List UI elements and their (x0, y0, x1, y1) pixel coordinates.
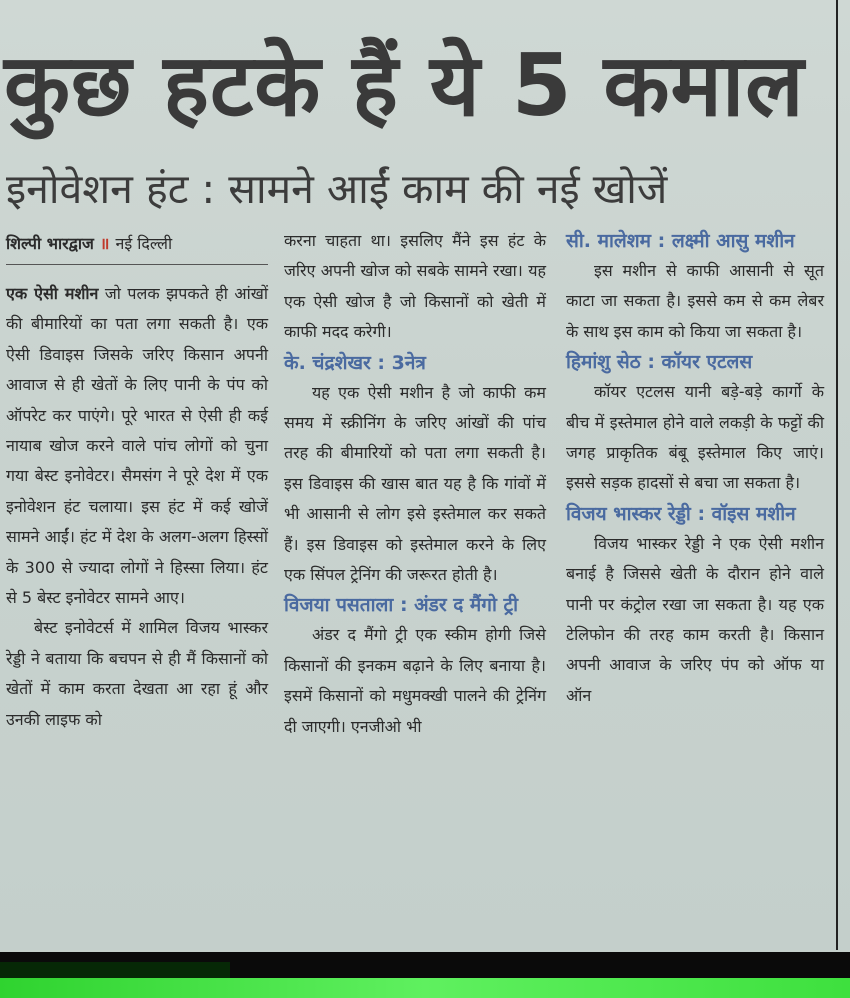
paragraph: करना चाहता था। इसलिए मैंने इस हंट के जरिए अपनी खोज को सबके सामने रखा। यह एक ऐसी खोज है जो किसानों को खेती में काफी मदद करेगी। (284, 231, 546, 342)
section-heading: विजय भास्कर रेड्डी : वॉइस मशीन (566, 502, 796, 525)
byline-city: नई दिल्ली (115, 234, 173, 253)
paragraph: इस मशीन से काफी आसानी से सूत काटा जा सकता है। इससे कम से कम लेबर के साथ इस काम को किया जा सकता है। (566, 261, 824, 341)
section-heading: हिमांशु सेठ : कॉयर एटलस (566, 351, 753, 374)
section-heading: सी. मालेशम : लक्ष्मी आसु मशीन (566, 230, 795, 252)
paragraph: कॉयर एटलस यानी बड़े-बड़े कार्गो के बीच में इस्तेमाल होने वाले लकड़ी के फट्टों की जगह प्राकृतिक बंबू इस्तेमाल किए जाएं। इससे सड़क हादसों से बचा जा सकता है। (566, 382, 824, 493)
paragraph: बेस्ट इनोवेटर्स में शामिल विजय भास्कर रेड्डी ने बताया कि बचपन से ही मैं किसानों को खेतों में काम करता देखता आ रहा हूं और उनकी लाइफ को (6, 618, 268, 729)
article-column-2 (284, 226, 546, 742)
paragraph: अंडर द मैंगो ट्री एक स्कीम होगी जिसे किसानों की इनकम बढ़ाने के लिए बनाया है। इसमें किसानों को मधुमक्खी पालने की ट्रेनिंग दी जाएगी। एनजीओ भी (284, 625, 546, 736)
section-heading: विजया पसताला : अंडर द मैंगो ट्री (284, 594, 519, 617)
lead-paragraph (6, 279, 268, 613)
byline-author: शिल्पी भारद्वाज (6, 234, 94, 253)
byline-separator: ॥ (99, 234, 110, 253)
bottom-green-band (0, 978, 850, 998)
article-column-3 (566, 226, 824, 711)
byline-divider (6, 264, 268, 265)
lead-bold-text: एक ऐसी मशीन (6, 284, 99, 303)
paragraph: यह एक ऐसी मशीन है जो काफी कम समय में स्क्रीनिंग के जरिए आंखों की पांच तरह की बीमारियों को पता लगा सकती है। इस डिवाइस की खास बात यह है कि गांवों में भी आसानी से लोग इसे इस्तेमाल कर सकते हैं। इस डिवाइस को इस्तेमाल करने के लिए एक सिंपल ट्रेनिंग की जरूरत होती है। (284, 382, 546, 585)
headline: कुछ हटके हैं ये 5 कमाल (4, 36, 805, 136)
byline (6, 230, 268, 258)
article-column-1 (6, 226, 268, 735)
section-heading: के. चंद्रशेखर : 3नेत्र (284, 351, 426, 374)
column-rule (836, 0, 838, 950)
bottom-dark-strip (0, 962, 230, 978)
paragraph: विजय भास्कर रेड्डी ने एक ऐसी मशीन बनाई है जिससे खेती के दौरान होने वाले पानी पर कंट्रोल रखा जा सकता है। यह एक टेलिफोन की तरह काम करती है। किसान अपनी आवाज के जरिए पंप को ऑफ या ऑन (566, 533, 824, 705)
lead-text: जो पलक झपकते ही आंखों की बीमारियों का पता लगा सकती है। एक ऐसी डिवाइस जिसके जरिए किसान अपनी आवाज से ही खेतों के लिए पानी के पंप को ऑपरेट कर पाएंगे। पूरे भारत से ऐसी ही कई नायाब खोज करने वाले पांच लोगों को चुना गया बेस्ट इनोवेटर। सैमसंग ने पूरे देश में एक इनोवेशन हंट चलाया। इस हंट में कई खोजें सामने आईं। हंट में देश के अलग-अलग हिस्सों के 300 से ज्यादा लोगों ने हिस्सा लिया। हंट से 5 बेस्ट इनोवेटर सामने आए। (6, 284, 268, 608)
subheadline: इनोवेशन हंट : सामने आईं काम की नई खोजें (6, 165, 668, 213)
